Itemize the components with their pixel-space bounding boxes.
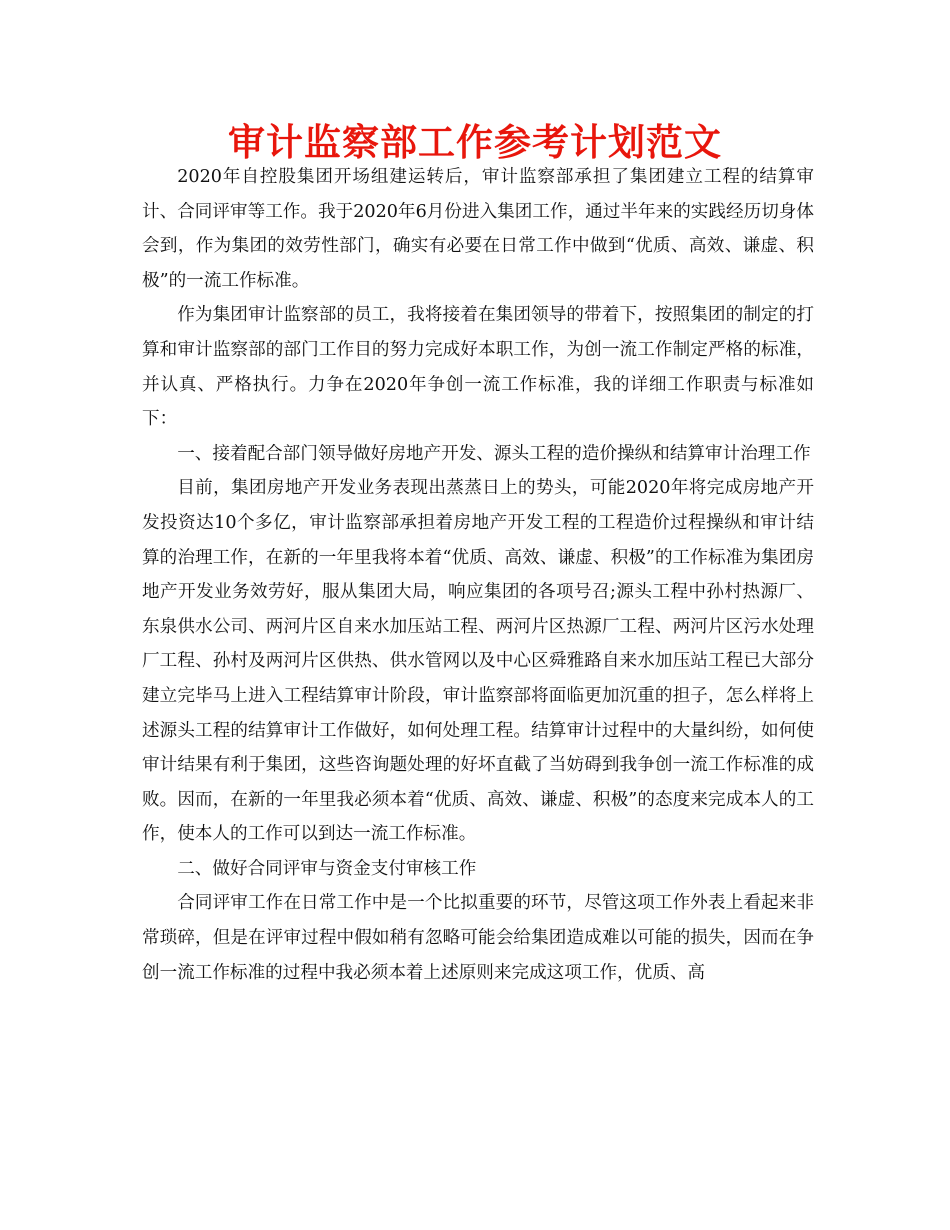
paragraph-duty-overview: 作为集团审计监察部的员工，我将接着在集团领导的带着下，按照集团的制定的打算和审计监察部的部门工作目的努力完成好本职工作，为创一流工作制定严格的标准，并认真、严格执行。力争在2020年争创一流工作标准，我的详细工作职责与标准如下： xyxy=(142,305,814,430)
paragraph-section-1: 目前，集团房地产开发业务表现出蒸蒸日上的势头，可能2020年将完成房地产开发投资达10个多亿，审计监察部承担着房地产开发工程的工程造价过程操纵和审计结算的治理工作，在新的一年里我将本着“优质、高效、谦虚、积极”的工作标准为集团房地产开发业务效劳好，服从集团大局，响应集团的各项号召;源头工程中孙村热源厂、东泉供水公司、两河片区自来水加压站工程、两河片区热源厂工程、两河片区污水处理厂工程、孙村及两河片区供热、供水管网以及中心区舜雅路自来水加压站工程已大部分建立完毕马上进入工程结算审计阶段，审计监察部将面临更加沉重的担子，怎么样将上述源头工程的结算审计工作做好，如何处理工程。结算审计过程中的大量纠纷，如何使审计结果有利于集团，这些咨询题处理的好坏直截了当妨碍到我争创一流工作标准的成败。因而，在新的一年里我必须本着“优质、高效、谦虚、积极”的态度来完成本人的工作，使本人的工作可以到达一流工作标准。 xyxy=(142,478,814,845)
section-heading-1: 一、接着配合部门领导做好房地产开发、源头工程的造价操纵和结算审计治理工作 xyxy=(177,443,811,464)
paragraph-section-2: 合同评审工作在日常工作中是一个比拟重要的环节，尽管这项工作外表上看起来非常琐碎，但是在评审过程中假如稍有忽略可能会给集团造成难以可能的损失，因而在争创一流工作标准的过程中我必须本着上述原则来完成这项工作，优质、高 xyxy=(142,893,814,983)
document-title: 审计监察部工作参考计划范文 xyxy=(228,121,722,164)
section-heading-2: 二、做好合同评审与资金支付审核工作 xyxy=(177,858,477,879)
document-body xyxy=(142,160,814,990)
paragraph-intro: 2020年自控股集团开场组建运转后，审计监察部承担了集团建立工程的结算审计、合同评审等工作。我于2020年6月份进入集团工作，通过半年来的实践经历切身体会到，作为集团的效劳性部门，确实有必要在日常工作中做到“优质、高效、谦虚、积极”的一流工作标准。 xyxy=(142,167,814,291)
